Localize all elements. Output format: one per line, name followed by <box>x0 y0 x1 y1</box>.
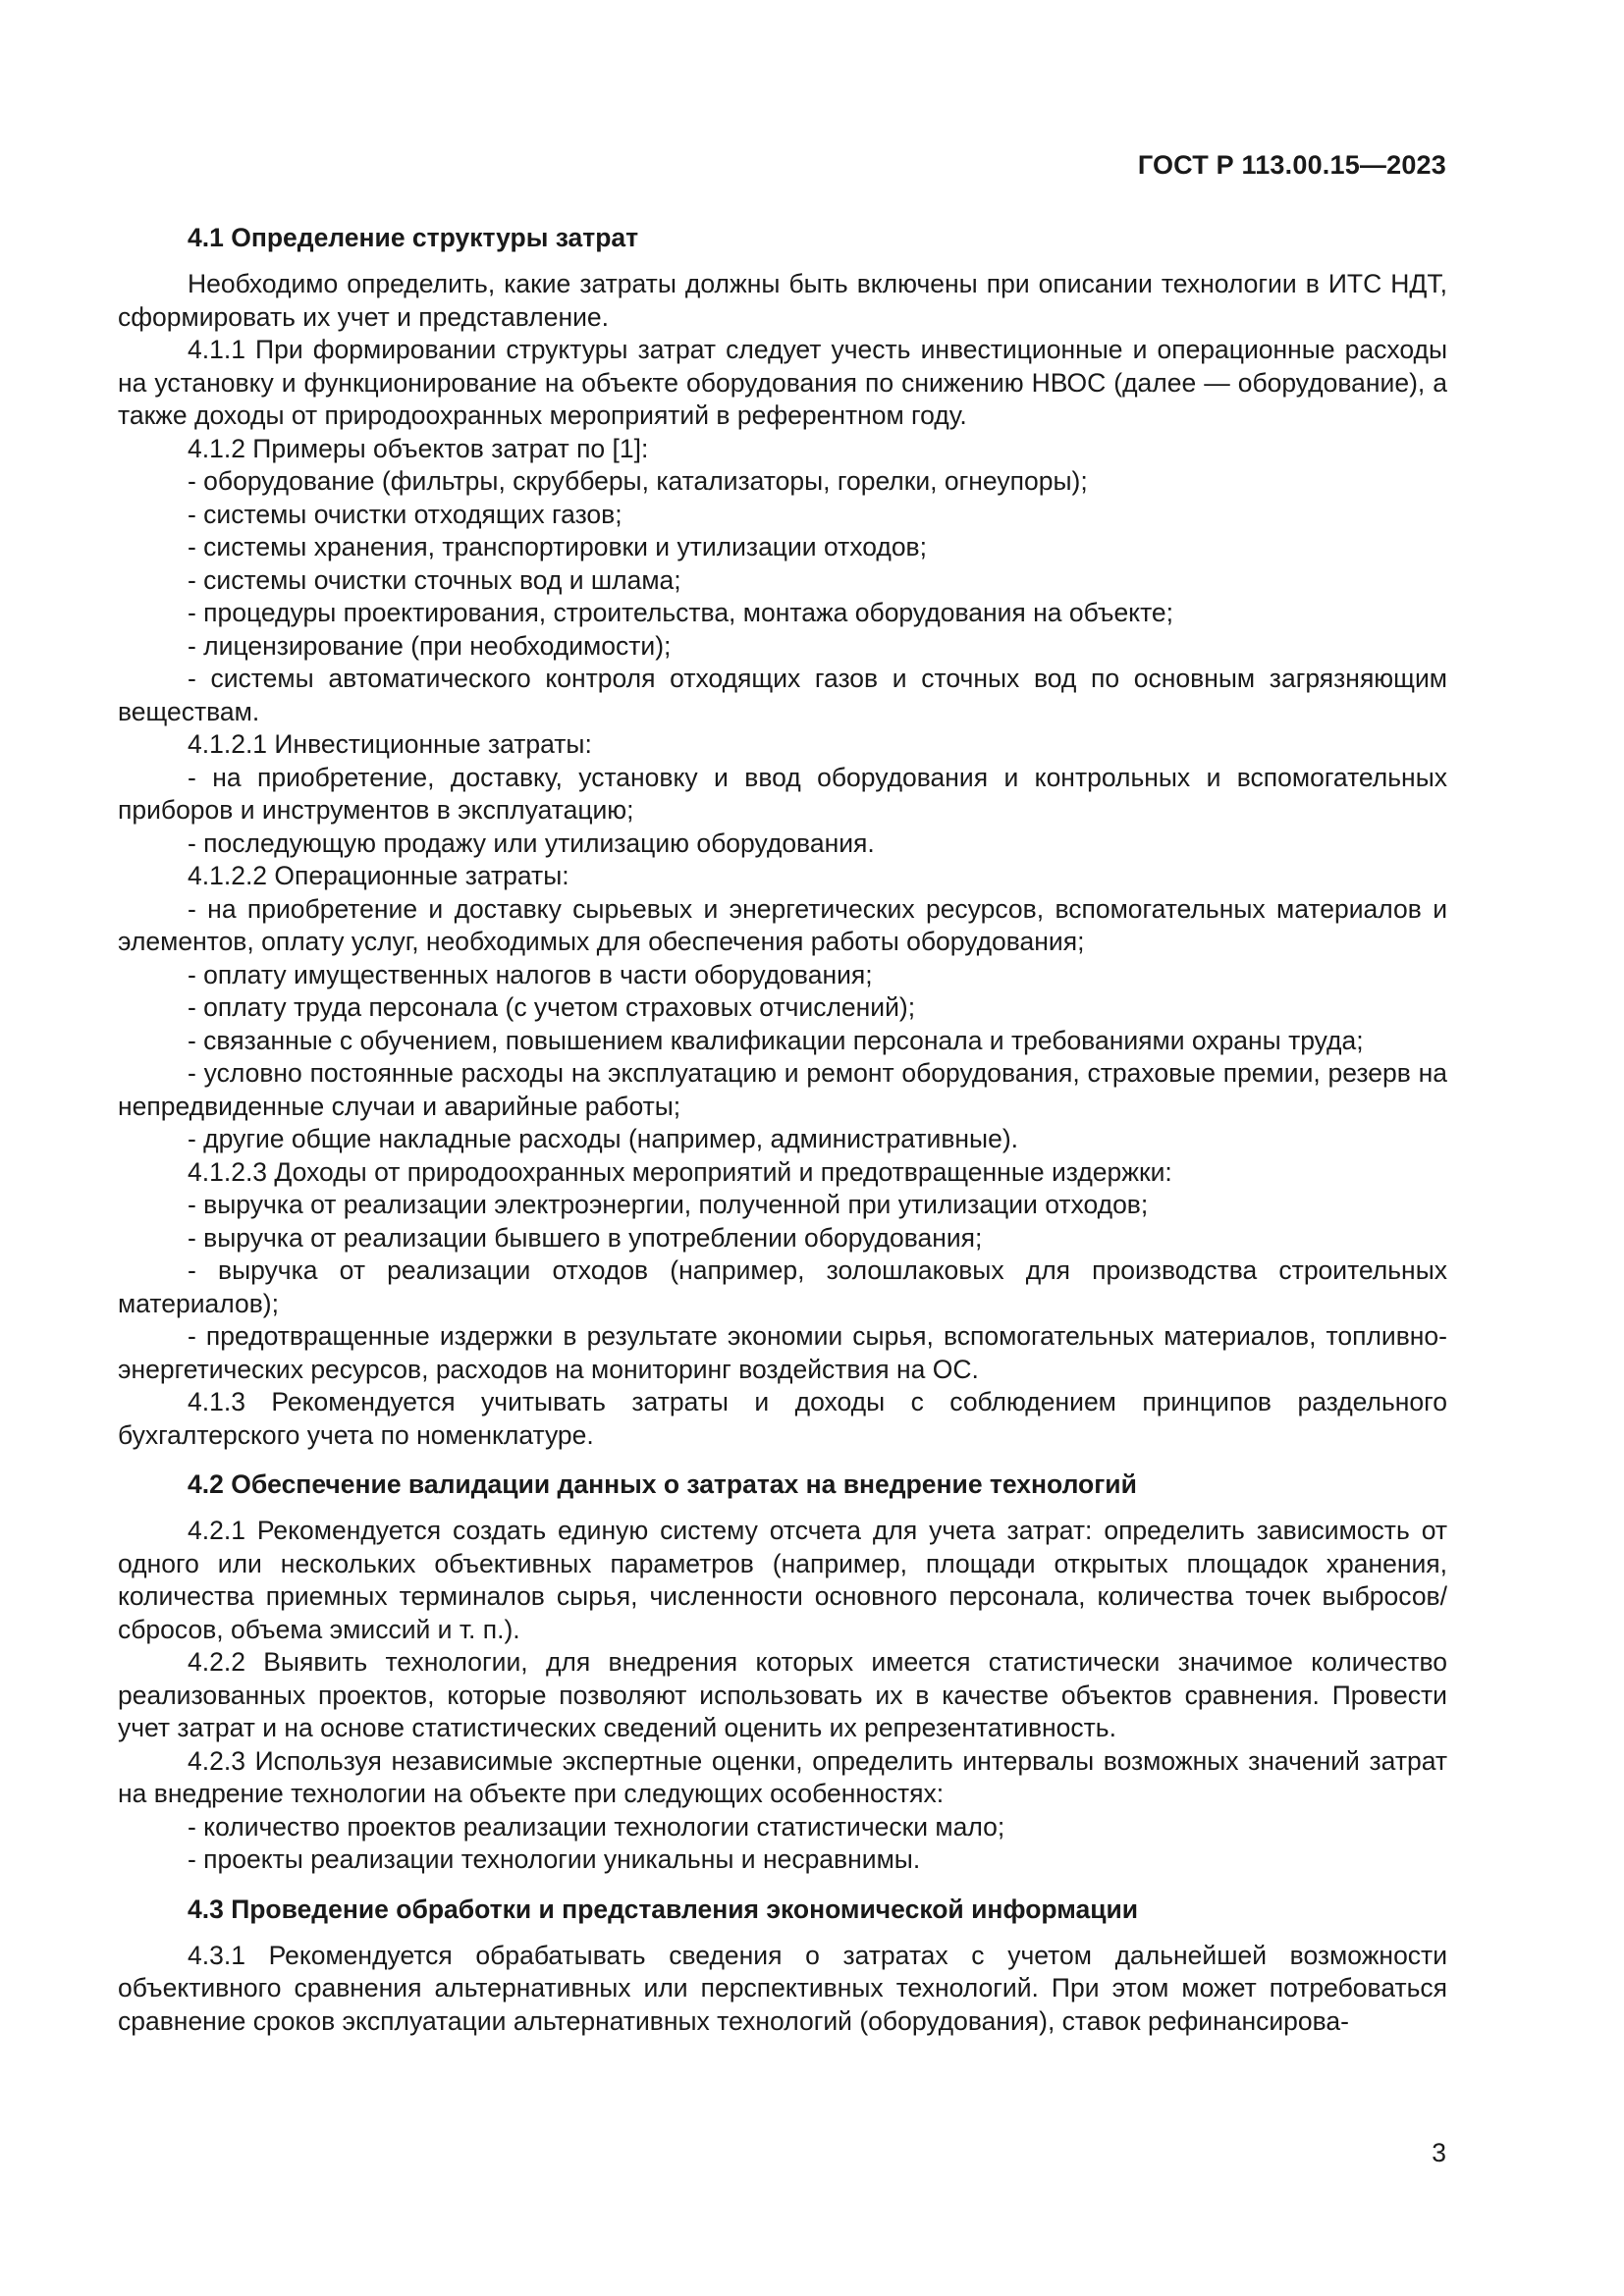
paragraph-4-1-2: 4.1.2 Примеры объектов затрат по [1]: <box>188 433 649 463</box>
paragraph-4-1-1: 4.1.1 При формировании структуры затрат следует учесть инвестиционные и операционные расходы на установку и функционирование на объекте оборудования по снижению НВОС (далее — оборудование), а также доходы от природоохранных мероприятий в референтном году. <box>118 335 1447 430</box>
list-item: - выручка от реализации отходов (например, золошлаковых для производства строительных материалов); <box>118 1255 1447 1318</box>
paragraph-intro: Необходимо определить, какие затраты должны быть включены при описании технологии в ИТС НДТ, сформировать их учет и представление. <box>118 269 1447 332</box>
page-number: 3 <box>1432 2138 1446 2167</box>
list-item: - лицензирование (при необходимости); <box>188 630 672 661</box>
list-item: - связанные с обучением, повышением квалификации персонала и требованиями охраны труда; <box>188 1025 1364 1055</box>
list-item: - системы очистки отходящих газов; <box>188 499 623 529</box>
paragraph-4-1-2-1: 4.1.2.1 Инвестиционные затраты: <box>188 729 592 759</box>
paragraph-4-1-3: 4.1.3 Рекомендуется учитывать затраты и доходы с соблюдением принципов раздельного бухгалтерского учета по номенклатуре. <box>118 1387 1447 1450</box>
list-item: - на приобретение, доставку, установку и ввод оборудования и контрольных и вспомогательных приборов и инструментов в эксплуатацию; <box>118 762 1447 825</box>
paragraph-4-2-1: 4.2.1 Рекомендуется создать единую систему отсчета для учета затрат: определить зависимость от одного или нескольких объективных параметров (например, площади открытых площадок хранения, количества приемных терминалов сырья, численности основного персонала, количества точек выбросов/сбросов, объема эмиссий и т. п.). <box>118 1516 1447 1644</box>
section-heading-4-1: 4.1 Определение структуры затрат <box>188 223 639 252</box>
list-item: - процедуры проектирования, строительства, монтажа оборудования на объекте; <box>188 598 1174 627</box>
list-item: - последующую продажу или утилизацию оборудования. <box>188 828 875 858</box>
list-item: - проекты реализации технологии уникальны и несравнимы. <box>188 1844 921 1874</box>
list-item: - выручка от реализации бывшего в употреблении оборудования; <box>188 1222 983 1253</box>
list-item: - предотвращенные издержки в результате экономии сырья, вспомогательных материалов, топливно-энергетических ресурсов, расходов на мониторинг воздействия на ОС. <box>118 1321 1447 1384</box>
list-item: - на приобретение и доставку сырьевых и энергетических ресурсов, вспомогательных материалов и элементов, оплату услуг, необходимых для обеспечения работы оборудования; <box>118 893 1447 956</box>
list-item: - другие общие накладные расходы (например, административные). <box>188 1124 1019 1153</box>
section-heading-4-2: 4.2 Обеспечение валидации данных о затратах на внедрение технологий <box>188 1469 1137 1499</box>
list-item: - количество проектов реализации технологии статистически мало; <box>188 1811 1005 1842</box>
list-item: - выручка от реализации электроэнергии, полученной при утилизации отходов; <box>188 1190 1149 1219</box>
document-id-header: ГОСТ Р 113.00.15—2023 <box>1137 150 1446 180</box>
list-item: - условно постоянные расходы на эксплуатацию и ремонт оборудования, страховые премии, резерв на непредвиденные случаи и аварийные работы; <box>118 1058 1447 1121</box>
paragraph-4-3-1: 4.3.1 Рекомендуется обрабатывать сведения о затратах с учетом дальнейшей возможности объективного сравнения альтернативных или перспективных технологий. При этом может потребоваться сравнение сроков эксплуатации альтернативных технологий (оборудования), ставок рефинансирова- <box>118 1940 1447 2036</box>
paragraph-4-1-2-2: 4.1.2.2 Операционные затраты: <box>188 861 569 890</box>
section-heading-4-3: 4.3 Проведение обработки и представления экономической информации <box>188 1894 1139 1924</box>
list-item: - системы очистки сточных вод и шлама; <box>188 564 681 595</box>
section-gap <box>118 1452 1447 1468</box>
list-item: - оплату имущественных налогов в части оборудования; <box>188 959 873 989</box>
list-item: - оборудование (фильтры, скрубберы, катализаторы, горелки, огнеупоры); <box>188 466 1088 496</box>
paragraph-4-2-3: 4.2.3 Используя независимые экспертные оценки, определить интервалы возможных значений затрат на внедрение технологии на объекте при следующих особенностях: <box>118 1745 1447 1808</box>
section-gap <box>118 1877 1447 1894</box>
list-item: - системы автоматического контроля отходящих газов и сточных вод по основным загрязняющим веществам. <box>118 664 1447 726</box>
page-content <box>118 222 1447 2038</box>
list-item: - системы хранения, транспортировки и утилизации отходов; <box>188 532 927 561</box>
paragraph-4-2-2: 4.2.2 Выявить технологии, для внедрения которых имеется статистически значимое количество реализованных проектов, которые позволяют использовать их в качестве объектов сравнения. Провести учет затрат и на основе статистических сведений оценить их репрезентативность. <box>118 1647 1447 1742</box>
list-item: - оплату труда персонала (с учетом страховых отчислений); <box>188 992 916 1022</box>
paragraph-4-1-2-3: 4.1.2.3 Доходы от природоохранных мероприятий и предотвращенные издержки: <box>188 1156 1172 1187</box>
